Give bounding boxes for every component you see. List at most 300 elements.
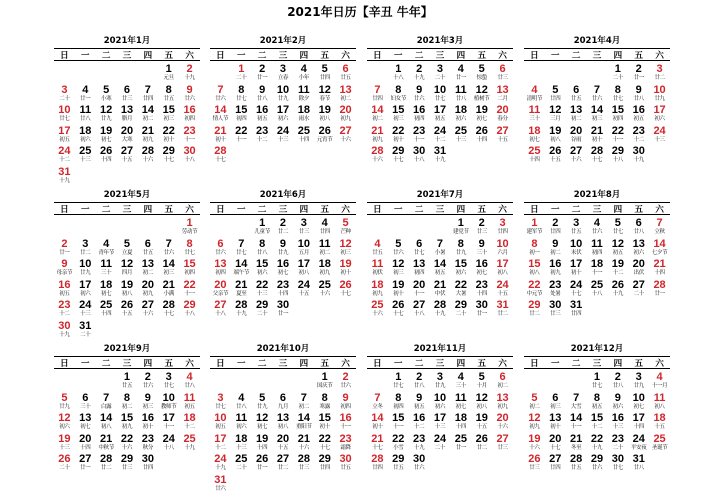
day-cell[interactable] [388, 63, 409, 84]
day-cell[interactable] [566, 238, 587, 259]
day-cell[interactable] [607, 125, 628, 146]
day-cell[interactable] [158, 125, 179, 146]
day-cell[interactable] [492, 299, 513, 320]
day-cell[interactable] [649, 104, 670, 125]
day-cell[interactable] [314, 412, 335, 433]
day-cell[interactable] [210, 279, 231, 300]
day-cell[interactable] [54, 279, 75, 300]
day-cell[interactable] [210, 392, 231, 413]
day-cell[interactable] [607, 453, 628, 474]
day-cell[interactable] [54, 453, 75, 474]
day-cell[interactable] [158, 104, 179, 125]
day-cell[interactable] [335, 84, 356, 105]
day-cell[interactable] [293, 104, 314, 125]
day-cell[interactable] [335, 412, 356, 433]
day-cell[interactable] [649, 433, 670, 454]
day-cell[interactable] [158, 63, 179, 84]
day-cell[interactable] [158, 412, 179, 433]
day-cell[interactable] [273, 433, 294, 454]
day-cell[interactable] [293, 392, 314, 413]
day-cell[interactable] [450, 412, 471, 433]
day-cell[interactable] [54, 320, 75, 341]
day-cell[interactable] [430, 299, 451, 320]
day-cell[interactable] [524, 279, 545, 300]
day-cell[interactable] [117, 453, 138, 474]
day-cell[interactable] [137, 299, 158, 320]
day-cell[interactable] [524, 104, 545, 125]
day-cell[interactable] [388, 412, 409, 433]
day-cell[interactable] [450, 279, 471, 300]
day-cell[interactable] [96, 104, 117, 125]
day-cell[interactable] [179, 392, 200, 413]
day-cell[interactable] [293, 433, 314, 454]
day-cell[interactable] [117, 145, 138, 166]
day-cell[interactable] [335, 371, 356, 392]
day-cell[interactable] [75, 412, 96, 433]
day-cell[interactable] [430, 145, 451, 166]
day-cell[interactable] [430, 238, 451, 259]
day-cell[interactable] [210, 84, 231, 105]
day-cell[interactable] [628, 84, 649, 105]
day-cell[interactable] [179, 371, 200, 392]
day-cell[interactable] [335, 258, 356, 279]
day-cell[interactable] [54, 104, 75, 125]
day-cell[interactable] [158, 433, 179, 454]
day-cell[interactable] [252, 453, 273, 474]
day-cell[interactable] [649, 258, 670, 279]
day-cell[interactable] [450, 299, 471, 320]
day-cell[interactable] [388, 279, 409, 300]
day-cell[interactable] [179, 238, 200, 259]
day-cell[interactable] [524, 217, 545, 238]
day-cell[interactable] [388, 371, 409, 392]
day-cell[interactable] [545, 453, 566, 474]
day-cell[interactable] [96, 125, 117, 146]
day-cell[interactable] [54, 238, 75, 259]
day-cell[interactable] [545, 104, 566, 125]
day-cell[interactable] [388, 104, 409, 125]
day-cell[interactable] [252, 258, 273, 279]
day-cell[interactable] [471, 412, 492, 433]
day-cell[interactable] [471, 299, 492, 320]
day-cell[interactable] [335, 392, 356, 413]
day-cell[interactable] [335, 238, 356, 259]
day-cell[interactable] [409, 299, 430, 320]
day-cell[interactable] [388, 453, 409, 474]
day-cell[interactable] [314, 279, 335, 300]
day-cell[interactable] [137, 125, 158, 146]
day-cell[interactable] [587, 84, 608, 105]
day-cell[interactable] [566, 299, 587, 320]
day-cell[interactable] [210, 145, 231, 166]
day-cell[interactable] [96, 145, 117, 166]
day-cell[interactable] [54, 84, 75, 105]
day-cell[interactable] [75, 104, 96, 125]
day-cell[interactable] [314, 371, 335, 392]
day-cell[interactable] [314, 104, 335, 125]
day-cell[interactable] [649, 63, 670, 84]
day-cell[interactable] [607, 433, 628, 454]
day-cell[interactable] [158, 279, 179, 300]
day-cell[interactable] [388, 433, 409, 454]
day-cell[interactable] [314, 392, 335, 413]
day-cell[interactable] [607, 258, 628, 279]
day-cell[interactable] [430, 412, 451, 433]
day-cell[interactable] [409, 392, 430, 413]
day-cell[interactable] [335, 217, 356, 238]
day-cell[interactable] [492, 258, 513, 279]
day-cell[interactable] [231, 238, 252, 259]
day-cell[interactable] [471, 104, 492, 125]
day-cell[interactable] [545, 433, 566, 454]
day-cell[interactable] [566, 84, 587, 105]
day-cell[interactable] [367, 392, 388, 413]
day-cell[interactable] [335, 279, 356, 300]
day-cell[interactable] [210, 258, 231, 279]
day-cell[interactable] [492, 104, 513, 125]
day-cell[interactable] [628, 392, 649, 413]
day-cell[interactable] [649, 412, 670, 433]
day-cell[interactable] [587, 371, 608, 392]
day-cell[interactable] [137, 371, 158, 392]
day-cell[interactable] [430, 63, 451, 84]
day-cell[interactable] [545, 217, 566, 238]
day-cell[interactable] [314, 258, 335, 279]
day-cell[interactable] [210, 474, 231, 495]
day-cell[interactable] [75, 320, 96, 341]
day-cell[interactable] [96, 279, 117, 300]
day-cell[interactable] [450, 104, 471, 125]
day-cell[interactable] [179, 104, 200, 125]
day-cell[interactable] [492, 125, 513, 146]
day-cell[interactable] [117, 125, 138, 146]
day-cell[interactable] [566, 125, 587, 146]
day-cell[interactable] [96, 299, 117, 320]
day-cell[interactable] [252, 412, 273, 433]
day-cell[interactable] [471, 63, 492, 84]
day-cell[interactable] [607, 412, 628, 433]
day-cell[interactable] [524, 238, 545, 259]
day-cell[interactable] [409, 371, 430, 392]
day-cell[interactable] [231, 299, 252, 320]
day-cell[interactable] [649, 279, 670, 300]
day-cell[interactable] [75, 433, 96, 454]
day-cell[interactable] [524, 145, 545, 166]
day-cell[interactable] [587, 145, 608, 166]
day-cell[interactable] [388, 299, 409, 320]
day-cell[interactable] [430, 392, 451, 413]
day-cell[interactable] [628, 371, 649, 392]
day-cell[interactable] [388, 238, 409, 259]
day-cell[interactable] [54, 125, 75, 146]
day-cell[interactable] [96, 258, 117, 279]
day-cell[interactable] [649, 125, 670, 146]
day-cell[interactable] [137, 84, 158, 105]
day-cell[interactable] [367, 412, 388, 433]
day-cell[interactable] [471, 84, 492, 105]
day-cell[interactable] [314, 217, 335, 238]
day-cell[interactable] [210, 433, 231, 454]
day-cell[interactable] [367, 279, 388, 300]
day-cell[interactable] [137, 392, 158, 413]
day-cell[interactable] [545, 392, 566, 413]
day-cell[interactable] [450, 392, 471, 413]
day-cell[interactable] [430, 84, 451, 105]
day-cell[interactable] [117, 299, 138, 320]
day-cell[interactable] [649, 217, 670, 238]
day-cell[interactable] [179, 433, 200, 454]
day-cell[interactable] [117, 258, 138, 279]
day-cell[interactable] [210, 412, 231, 433]
day-cell[interactable] [117, 104, 138, 125]
day-cell[interactable] [566, 392, 587, 413]
day-cell[interactable] [252, 299, 273, 320]
day-cell[interactable] [492, 392, 513, 413]
day-cell[interactable] [492, 217, 513, 238]
day-cell[interactable] [367, 238, 388, 259]
day-cell[interactable] [492, 412, 513, 433]
day-cell[interactable] [409, 145, 430, 166]
day-cell[interactable] [96, 412, 117, 433]
day-cell[interactable] [158, 299, 179, 320]
day-cell[interactable] [566, 433, 587, 454]
day-cell[interactable] [117, 238, 138, 259]
day-cell[interactable] [430, 125, 451, 146]
day-cell[interactable] [117, 279, 138, 300]
day-cell[interactable] [252, 433, 273, 454]
day-cell[interactable] [492, 279, 513, 300]
day-cell[interactable] [231, 412, 252, 433]
day-cell[interactable] [273, 453, 294, 474]
day-cell[interactable] [492, 63, 513, 84]
day-cell[interactable] [450, 258, 471, 279]
day-cell[interactable] [450, 371, 471, 392]
day-cell[interactable] [649, 371, 670, 392]
day-cell[interactable] [566, 258, 587, 279]
day-cell[interactable] [231, 433, 252, 454]
day-cell[interactable] [545, 412, 566, 433]
day-cell[interactable] [273, 63, 294, 84]
day-cell[interactable] [409, 433, 430, 454]
day-cell[interactable] [314, 63, 335, 84]
day-cell[interactable] [566, 279, 587, 300]
day-cell[interactable] [252, 84, 273, 105]
day-cell[interactable] [293, 84, 314, 105]
day-cell[interactable] [492, 84, 513, 105]
day-cell[interactable] [117, 84, 138, 105]
day-cell[interactable] [210, 299, 231, 320]
day-cell[interactable] [117, 392, 138, 413]
day-cell[interactable] [293, 279, 314, 300]
day-cell[interactable] [210, 453, 231, 474]
day-cell[interactable] [252, 279, 273, 300]
day-cell[interactable] [75, 258, 96, 279]
day-cell[interactable] [75, 84, 96, 105]
day-cell[interactable] [628, 258, 649, 279]
day-cell[interactable] [75, 238, 96, 259]
day-cell[interactable] [179, 299, 200, 320]
day-cell[interactable] [587, 217, 608, 238]
day-cell[interactable] [252, 392, 273, 413]
day-cell[interactable] [75, 145, 96, 166]
day-cell[interactable] [430, 371, 451, 392]
day-cell[interactable] [96, 238, 117, 259]
day-cell[interactable] [628, 412, 649, 433]
day-cell[interactable] [628, 125, 649, 146]
day-cell[interactable] [75, 453, 96, 474]
day-cell[interactable] [54, 299, 75, 320]
day-cell[interactable] [252, 104, 273, 125]
day-cell[interactable] [231, 258, 252, 279]
day-cell[interactable] [179, 125, 200, 146]
day-cell[interactable] [450, 63, 471, 84]
day-cell[interactable] [158, 258, 179, 279]
day-cell[interactable] [566, 145, 587, 166]
day-cell[interactable] [273, 217, 294, 238]
day-cell[interactable] [524, 412, 545, 433]
day-cell[interactable] [388, 145, 409, 166]
day-cell[interactable] [607, 145, 628, 166]
day-cell[interactable] [545, 125, 566, 146]
day-cell[interactable] [388, 84, 409, 105]
day-cell[interactable] [273, 125, 294, 146]
day-cell[interactable] [545, 238, 566, 259]
day-cell[interactable] [524, 392, 545, 413]
day-cell[interactable] [450, 84, 471, 105]
day-cell[interactable] [545, 299, 566, 320]
day-cell[interactable] [252, 125, 273, 146]
day-cell[interactable] [293, 125, 314, 146]
day-cell[interactable] [75, 299, 96, 320]
day-cell[interactable] [231, 279, 252, 300]
day-cell[interactable] [471, 371, 492, 392]
day-cell[interactable] [54, 166, 75, 187]
day-cell[interactable] [628, 217, 649, 238]
day-cell[interactable] [409, 453, 430, 474]
day-cell[interactable] [117, 433, 138, 454]
day-cell[interactable] [471, 258, 492, 279]
day-cell[interactable] [137, 145, 158, 166]
day-cell[interactable] [179, 258, 200, 279]
day-cell[interactable] [388, 258, 409, 279]
day-cell[interactable] [273, 104, 294, 125]
day-cell[interactable] [54, 145, 75, 166]
day-cell[interactable] [137, 433, 158, 454]
day-cell[interactable] [524, 453, 545, 474]
day-cell[interactable] [158, 371, 179, 392]
day-cell[interactable] [179, 279, 200, 300]
day-cell[interactable] [450, 433, 471, 454]
day-cell[interactable] [430, 258, 451, 279]
day-cell[interactable] [179, 145, 200, 166]
day-cell[interactable] [179, 412, 200, 433]
day-cell[interactable] [335, 63, 356, 84]
day-cell[interactable] [231, 84, 252, 105]
day-cell[interactable] [471, 279, 492, 300]
day-cell[interactable] [252, 63, 273, 84]
day-cell[interactable] [137, 238, 158, 259]
day-cell[interactable] [273, 258, 294, 279]
day-cell[interactable] [628, 63, 649, 84]
day-cell[interactable] [335, 104, 356, 125]
day-cell[interactable] [179, 63, 200, 84]
day-cell[interactable] [231, 125, 252, 146]
day-cell[interactable] [335, 453, 356, 474]
day-cell[interactable] [314, 125, 335, 146]
day-cell[interactable] [273, 392, 294, 413]
day-cell[interactable] [137, 412, 158, 433]
day-cell[interactable] [471, 125, 492, 146]
day-cell[interactable] [524, 433, 545, 454]
day-cell[interactable] [566, 217, 587, 238]
day-cell[interactable] [587, 412, 608, 433]
day-cell[interactable] [335, 433, 356, 454]
day-cell[interactable] [524, 84, 545, 105]
day-cell[interactable] [430, 279, 451, 300]
day-cell[interactable] [492, 433, 513, 454]
day-cell[interactable] [587, 433, 608, 454]
day-cell[interactable] [273, 238, 294, 259]
day-cell[interactable] [545, 84, 566, 105]
day-cell[interactable] [335, 125, 356, 146]
day-cell[interactable] [587, 238, 608, 259]
day-cell[interactable] [566, 412, 587, 433]
day-cell[interactable] [158, 392, 179, 413]
day-cell[interactable] [587, 258, 608, 279]
day-cell[interactable] [492, 371, 513, 392]
day-cell[interactable] [137, 258, 158, 279]
day-cell[interactable] [409, 63, 430, 84]
day-cell[interactable] [367, 453, 388, 474]
day-cell[interactable] [628, 433, 649, 454]
day-cell[interactable] [96, 84, 117, 105]
day-cell[interactable] [409, 412, 430, 433]
day-cell[interactable] [409, 258, 430, 279]
day-cell[interactable] [231, 104, 252, 125]
day-cell[interactable] [273, 299, 294, 320]
day-cell[interactable] [367, 145, 388, 166]
day-cell[interactable] [293, 217, 314, 238]
day-cell[interactable] [54, 258, 75, 279]
day-cell[interactable] [388, 392, 409, 413]
day-cell[interactable] [231, 392, 252, 413]
day-cell[interactable] [75, 279, 96, 300]
day-cell[interactable] [524, 258, 545, 279]
day-cell[interactable] [607, 392, 628, 413]
day-cell[interactable] [117, 412, 138, 433]
day-cell[interactable] [471, 392, 492, 413]
day-cell[interactable] [158, 238, 179, 259]
day-cell[interactable] [293, 63, 314, 84]
day-cell[interactable] [96, 392, 117, 413]
day-cell[interactable] [409, 125, 430, 146]
day-cell[interactable] [409, 238, 430, 259]
day-cell[interactable] [388, 125, 409, 146]
day-cell[interactable] [314, 433, 335, 454]
day-cell[interactable] [367, 299, 388, 320]
day-cell[interactable] [587, 279, 608, 300]
day-cell[interactable] [96, 453, 117, 474]
day-cell[interactable] [293, 258, 314, 279]
day-cell[interactable] [524, 125, 545, 146]
day-cell[interactable] [314, 453, 335, 474]
day-cell[interactable] [430, 104, 451, 125]
day-cell[interactable] [367, 84, 388, 105]
day-cell[interactable] [628, 104, 649, 125]
day-cell[interactable] [450, 217, 471, 238]
day-cell[interactable] [471, 217, 492, 238]
day-cell[interactable] [628, 279, 649, 300]
